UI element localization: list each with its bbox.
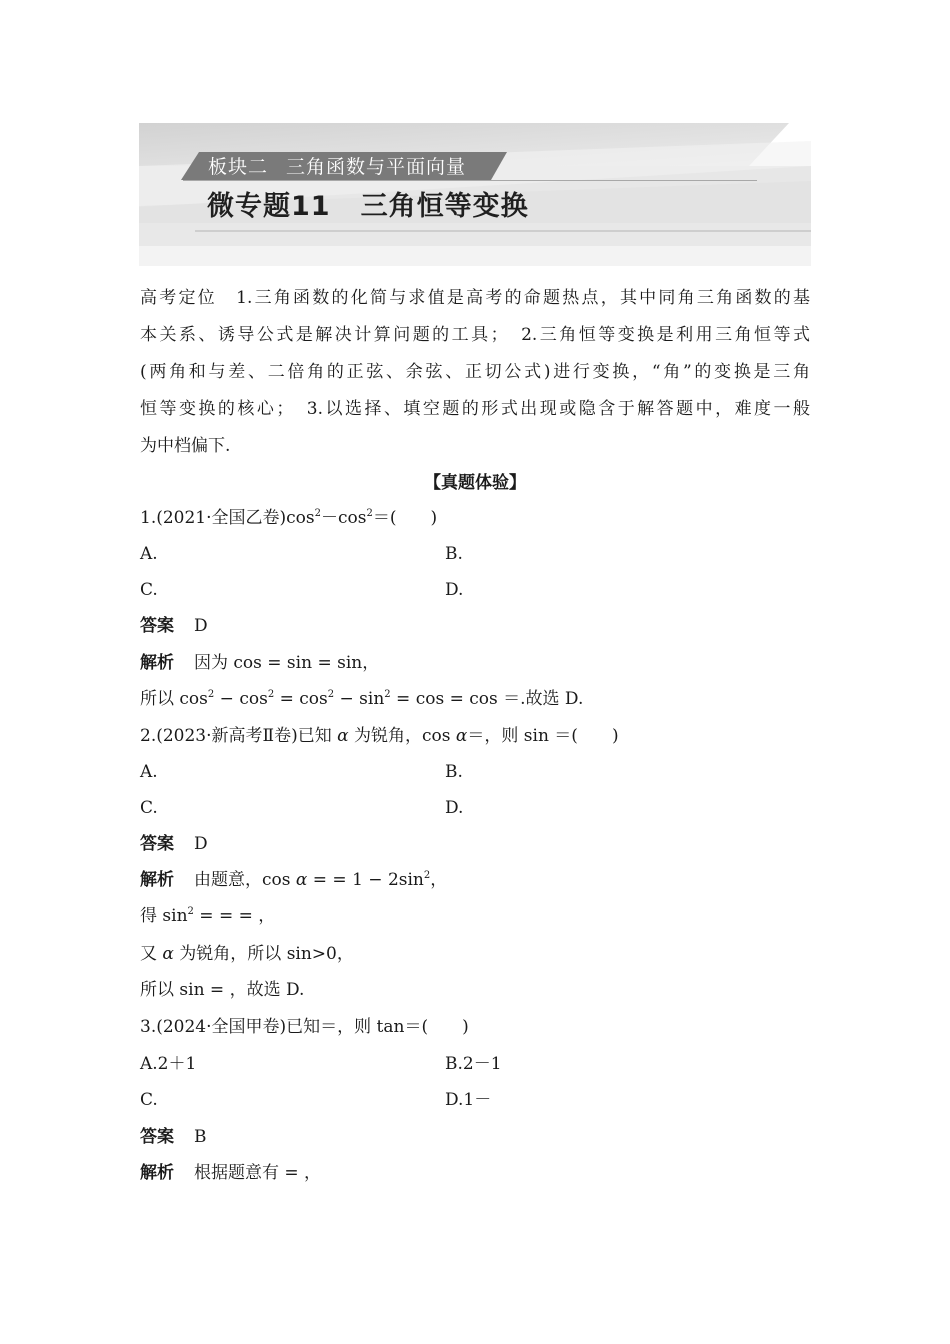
option-a: A. [140,544,158,564]
intro-line: (两角和与差、二倍角的正弦、余弦、正切公式)进行变换，“角”的变换是三角 [140,362,810,382]
analysis-line: 所以 $\cos^2 - \cos^2 = \cos^2 - \sin^2 = \cos = \cos$ ＝.故选 D. [140,689,584,709]
option-a: A.2＋1 [140,1054,197,1074]
analysis-line: 得 $\sin^2$ = = = ， [140,906,276,926]
analysis-line: 解析 由题意，cos α = = $1 - 2\sin^2$， [140,870,448,890]
intro-line: 本关系、诱导公式是解决计算问题的工具； 2.三角恒等变换是利用三角恒等式 [140,325,810,345]
page-title: 微专题11 三角恒等变换 [207,191,529,222]
intro-line: 恒等变换的核心； 3.以选择、填空题的形式出现或隐含于解答题中，难度一般 [140,399,810,419]
option-b: B.2－1 [445,1054,502,1074]
exam-positioning [140,280,810,465]
answer-line: 答案 D [140,616,208,636]
analysis-line: 所以 sin = ，故选 D. [140,980,305,1000]
option-c: C. [140,580,158,600]
analysis-line: 又 α 为锐角，所以 sin>0， [140,944,354,964]
question-1-stem: 1.(2021·全国乙卷)$\cos^2-\cos^2=$( ) [140,508,438,528]
option-d: D. [445,580,464,600]
intro-line: 为中档偏下. [140,436,231,456]
option-a: A. [140,762,158,782]
section-tag: 板块二 三角函数与平面向量 [208,156,467,178]
answer-line: 答案 B [140,1127,207,1147]
intro-line: 高考定位 1.三角函数的化简与求值是高考的命题热点，其中同角三角函数的基 [140,288,810,308]
question-3-stem: 3.(2024·全国甲卷)已知＝，则 tan＝( ) [140,1017,469,1037]
option-d: D.1－ [445,1090,492,1110]
option-b: B. [445,544,463,564]
option-c: C. [140,1090,158,1110]
question-2-stem: 2.(2023·新高考Ⅱ卷)已知 α 为锐角，cos α＝，则 sin ＝( ) [140,726,619,746]
option-b: B. [445,762,463,782]
option-d: D. [445,798,464,818]
analysis-line: 解析 根据题意有 = ， [140,1163,322,1183]
analysis-line: 解析 因为 cos = sin = sin， [140,653,380,673]
option-c: C. [140,798,158,818]
answer-line: 答案 D [140,834,208,854]
section-heading: 【真题体验】 [424,473,526,493]
